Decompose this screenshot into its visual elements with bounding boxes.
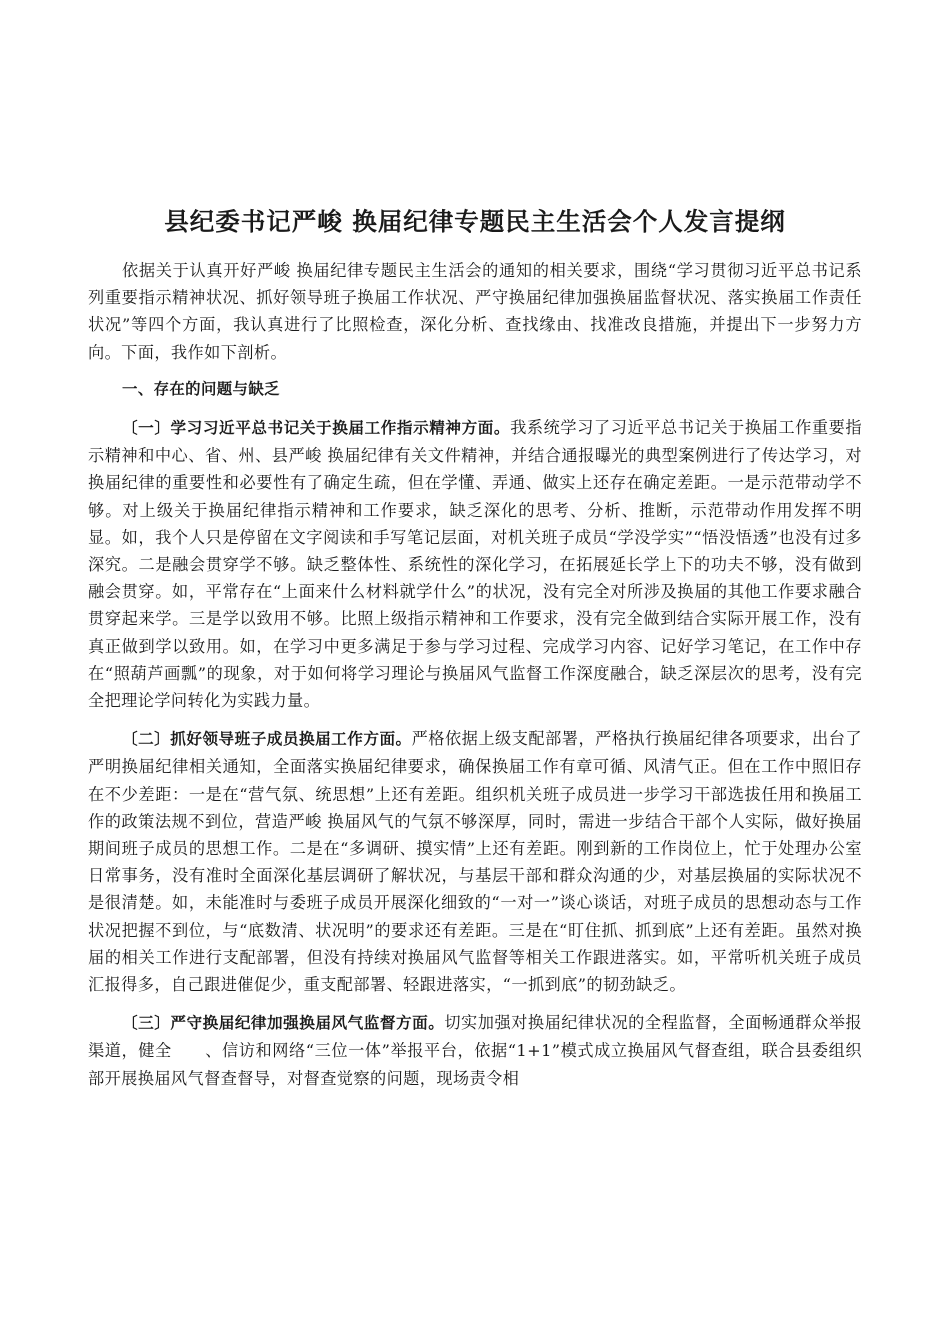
document-body xyxy=(88,257,862,1103)
paragraph-2-lead: 〔二〕抓好领导班子成员换届工作方面。 xyxy=(122,730,412,749)
paragraph-1 xyxy=(88,414,862,714)
paragraph-2-text: 严格依据上级支配部署，严格执行换届纪律各项要求，出台了严明换届纪律相关通知，全面落实换届纪律要求，确保换届工作有章可循、风清气正。但在工作中照旧存在不少差距：一是在“营气氛、统思想”上还有差距。组织机关班子成员进一步学习干部选拔任用和换届工作的政策法规不到位，营造严峻 换届风气的气氛不够深厚，同时，需进一步结合干部个人实际，做好换届期间班子成员的思想工作。二是在“多调研、摸实情”上还有差距。刚到新的工作岗位上，忙于处理办公室日常事务，没有准时全面深化基层调研了解状况，与基层干部和群众沟通的少，对基层换届的实际状况不是很清楚。如，未能准时与委班子成员开展深化细致的“一对一”谈心谈话，对班子成员的思想动态与工作状况把握不到位，与“底数清、状况明”的要求还有差距。三是在“盯住抓、抓到底”上还有差距。虽然对换届的相关工作进行支配部署，但没有持续对换届风气监督等相关工作跟进落实。如，平常听机关班子成员汇报得多，自己跟进催促少，重支配部署、轻跟进落实，“一抓到底”的韧劲缺乏。 xyxy=(88,729,862,995)
paragraph-3 xyxy=(88,1009,862,1092)
paragraph-1-lead: 〔一〕学习习近平总书记关于换届工作指示精神方面。 xyxy=(122,419,511,438)
paragraph-3-lead: 〔三〕严守换届纪律加强换届风气监督方面。 xyxy=(122,1014,445,1033)
paragraph-1-text: 我系统学习了习近平总书记关于换届工作重要指示精神和中心、省、州、县严峻 换届纪律有关文件精神，并结合通报曝光的典型案例进行了传达学习，对换届纪律的重要性和必要性有了确定生疏，但在学懂、弄通、做实上还存在确定差距。一是示范带动学不够。对上级关于换届纪律指示精神和工作要求，缺乏深化的思考、分析、推断，示范带动作用发挥不明显。如，我个人只是停留在文字阅读和手写笔记层面，对机关班子成员“学没学实”“悟没悟透”也没有过多深究。二是融会贯穿学不够。缺乏整体性、系统性的深化学习，在拓展延长学上下的功夫不够，没有做到融会贯穿。如，平常存在“上面来什么材料就学什么”的状况，没有完全对所涉及换届的其他工作要求融合贯穿起来学。三是学以致用不够。比照上级指示精神和工作要求，没有完全做到结合实际开展工作，没有真正做到学以致用。如，在学习中更多满足于参与学习过程、完成学习内容、记好学习笔记，在工作中存在“照葫芦画瓢”的现象，对于如何将学习理论与换届风气监督工作深度融合，缺乏深层次的思考，没有完全把理论学问转化为实践力量。 xyxy=(88,418,862,711)
intro-paragraph: 依据关于认真开好严峻 换届纪律专题民主生活会的通知的相关要求，围绕“学习贯彻习近平总书记系列重要指示精神状况、抓好领导班子换届工作状况、严守换届纪律加强换届监督状况、落实换届工作责任状况”等四个方面，我认真进行了比照检查，深化分析、查找缘由、找准改良措施，并提出下一步努力方向。下面，我作如下剖析。 xyxy=(88,261,862,362)
paragraph-3-text: 切实加强对换届纪律状况的全程监督，全面畅通群众举报渠道，健全 、信访和网络“三位一体”举报平台，依据“1+1”模式成立换届风气督查组，联合县委组织部开展换届风气督查督导，对督查觉察的问题，现场责令相 xyxy=(88,1013,862,1088)
document-title: 县纪委书记严峻 换届纪律专题民主生活会个人发言提纲 xyxy=(164,207,786,236)
paragraph-2 xyxy=(88,725,862,998)
section-1-heading: 一、存在的问题与缺乏 xyxy=(122,379,280,398)
